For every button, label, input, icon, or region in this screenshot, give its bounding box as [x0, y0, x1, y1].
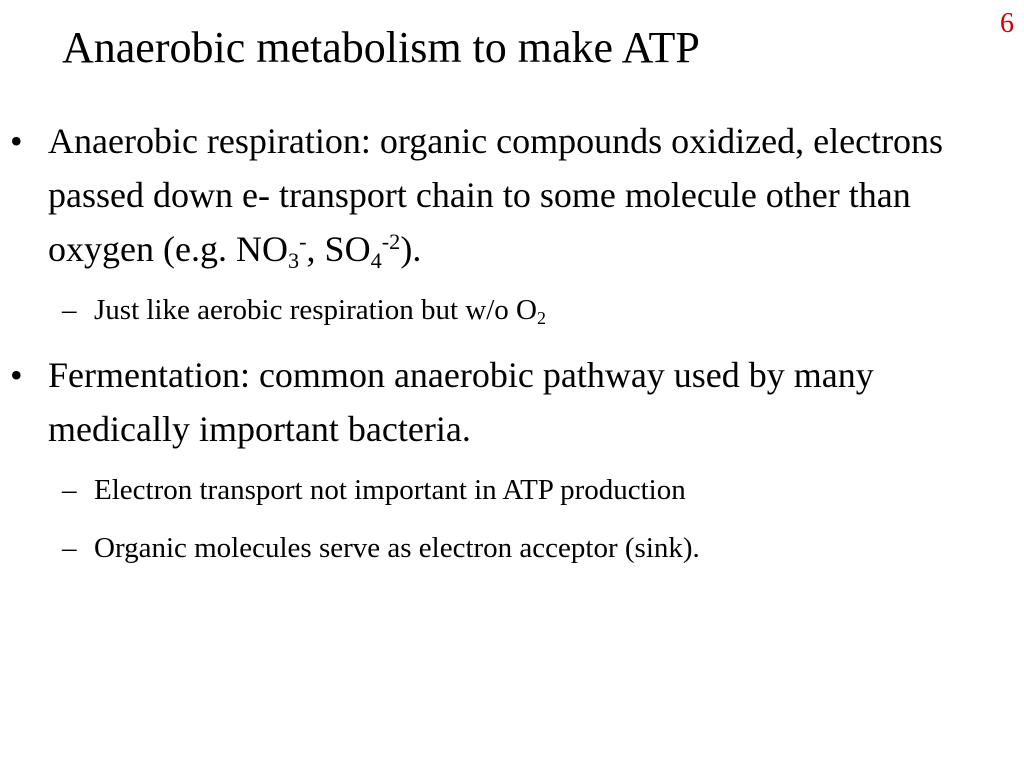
o2-subscript: 2 — [536, 308, 546, 329]
bullet-text-end: ). — [400, 229, 422, 269]
no3-subscript: 3 — [287, 247, 300, 273]
bullet-marker: • — [10, 121, 23, 161]
bullet-text-sep: , SO — [306, 229, 371, 269]
sub-bullet-aerobic-comparison — [0, 290, 1024, 330]
bullet-text — [48, 121, 944, 273]
so4-superscript: -2 — [381, 228, 401, 254]
sub-bullet-marker: – — [62, 294, 77, 326]
bullet-text-main: Anaerobic respiration: organic compounds oxidized, electrons passed down e- transport chain to some molecule other than oxygen (e.g. NO — [48, 121, 944, 269]
sub-bullet-text: Organic molecules serve as electron acceptor (sink). — [94, 532, 700, 564]
sub-bullet-text: Electron transport not important in ATP production — [94, 474, 686, 506]
bullet-anaerobic-respiration — [0, 114, 1024, 276]
sub-bullet-text — [94, 294, 546, 329]
slide-title: Anaerobic metabolism to make ATP — [62, 23, 700, 72]
so4-subscript: 4 — [370, 247, 382, 273]
sub-bullet-electron-acceptor — [0, 528, 1024, 568]
sub-bullet-electron-transport — [0, 470, 1024, 510]
sub-bullet-marker: – — [62, 532, 77, 564]
bullet-text: Fermentation: common anaerobic pathway used by many medically important bacteria. — [48, 355, 874, 449]
bullet-fermentation — [0, 348, 1024, 456]
sub-bullet-marker: – — [62, 474, 77, 506]
sub-bullet-text-main: Just like aerobic respiration but w/o O — [94, 294, 537, 326]
slide-number: 6 — [1000, 8, 1014, 39]
no3-superscript: - — [299, 228, 307, 254]
bullet-list — [0, 114, 1024, 568]
bullet-marker: • — [10, 355, 23, 395]
